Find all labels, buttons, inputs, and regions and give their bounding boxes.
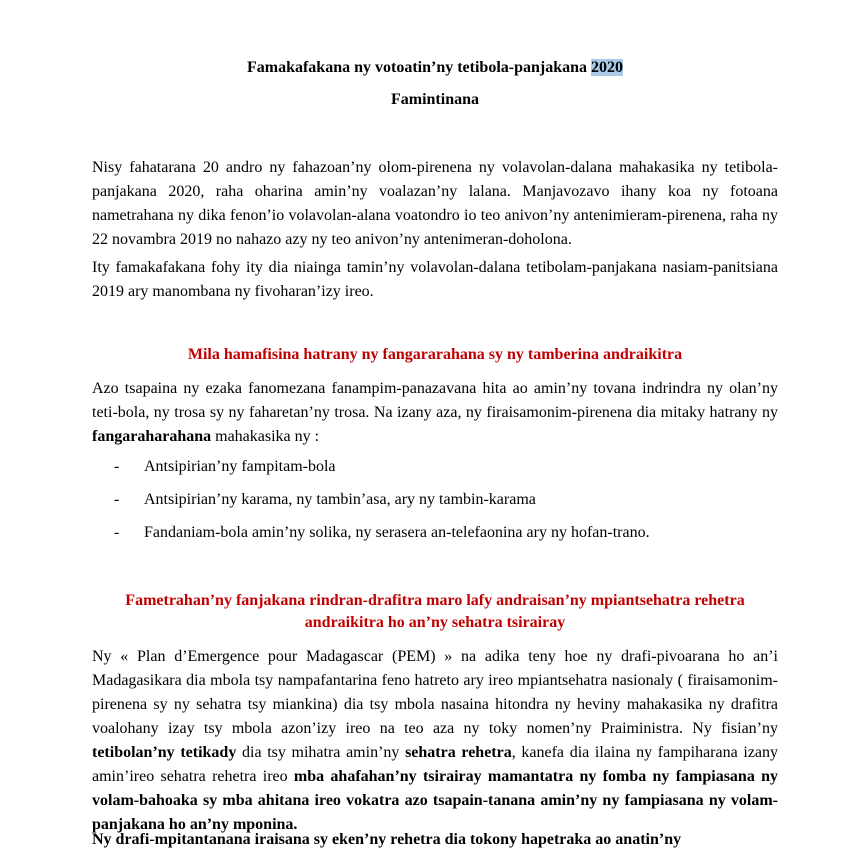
- list-item: [114, 488, 774, 521]
- paragraph-pem: [92, 645, 778, 837]
- section-heading-transparency: Mila hamafisina hatrany ny fangararahana sy ny tamberina andraikitra: [187, 346, 683, 363]
- document-title-text: Famakafakana ny votoatin’ny tetibola-panjakana: [246, 59, 592, 76]
- paragraph-intro: Nisy fahatarana 20 andro ny fahazoan’ny olom-pirenena ny volavolan-dalana mahakasika ny tetibola-panjakana 2020, raha oharina amin’ny voalazan’ny lalana. Manjavozavo ihany koa ny fotoana nametrahana ny dika fenon’io volavolan-alana voatondro io teo anivon’ny antenimieram-pirenena, raha ny 22 novambra 2019 no nahazo azy ny teo anivon’ny antenimeran-doholona.: [92, 159, 778, 248]
- list-item: [114, 521, 774, 554]
- paragraph-text: , kanefa dia ilaina ny fampiharana izany amin’ireo sehatra rehetra ireo: [92, 744, 779, 785]
- list-item-text: Fandaniam-bola amin’ny solika, ny serasera an-telefaonina ary ny hofan-trano.: [144, 524, 650, 541]
- list-dash: -: [114, 491, 120, 508]
- bold-text: sehatra rehetra: [405, 744, 512, 761]
- paragraph-scope: Ity famakafakana fohy ity dia niainga tamin’ny volavolan-dalana tetibolam-panjakana nasiam-panitsiana 2019 ary manombana ny fivoharan’izy ireo.: [92, 259, 778, 300]
- list-dash: -: [114, 458, 120, 475]
- paragraph-text: dia tsy mihatra amin’ny: [236, 744, 406, 761]
- list-item-text: Antsipirian’ny karama, ny tambin’asa, ary ny tambin-karama: [144, 491, 536, 508]
- bold-text: fangaraharahana: [92, 428, 212, 445]
- paragraph-text: Ny « Plan d’Emergence pour Madagascar (PEM) » na adika teny hoe ny drafi-pivoarana ho an’i Madagasikara dia mbola tsy nampafantarina feno hatreto ary ireo mpiantsehatra nasionaly ( firaisamonim-pirenena sy ny sehatra tsy miankina) dia tsy mbola nasaina hitondra ny heviny mahakasika ny drafitra voalohany izay tsy mbola azon’izy ireo na teo aza ny toky nomen’ny Praiministra. Ny fisian’ny: [92, 648, 778, 737]
- paragraph-text: Azo tsapaina ny ezaka fanomezana fanampim-panazavana hita ao amin’ny tovana indrindra ny olan’ny teti-bola, ny trosa sy ny faharetan’ny trosa. Na izany aza, ny firaisamonim-pirenena dia mitaky hatrany ny: [92, 380, 778, 421]
- list-dash: -: [114, 524, 120, 541]
- heading-line: Fametrahan’ny fanjakana rindran-drafitra maro lafy andraisan’ny mpiantsehatra rehetra: [125, 592, 745, 609]
- transparency-list: [114, 455, 774, 554]
- title-year-highlight[interactable]: 2020: [591, 59, 624, 76]
- bold-text: tetibolan’ny tetikady: [92, 744, 237, 761]
- summary-title: Famintinana: [390, 91, 479, 108]
- list-item: [114, 455, 774, 488]
- document-title: [92, 58, 778, 78]
- list-item-text: Antsipirian’ny fampitam-bola: [144, 458, 336, 475]
- section-heading-framework: [92, 590, 778, 634]
- paragraph-plan: Ny drafi-mpitantanana iraisana sy eken’ny rehetra dia tokony hapetraka ao anatin’ny: [92, 831, 682, 848]
- heading-line: andraikitra ho an’ny sehatra tsirairay: [304, 614, 566, 631]
- paragraph-transparency: [92, 377, 778, 449]
- paragraph-text: mahakasika ny :: [211, 428, 320, 445]
- bold-text: mba ahafahan’ny tsirairay mamantatra ny fomba ny fampiasana ny volam-bahoaka sy mba ahitana ireo vokatra azo tsapain-tanana amin’ny ny fampiasana ny volam-panjakana ho an’ny mponina.: [92, 768, 779, 833]
